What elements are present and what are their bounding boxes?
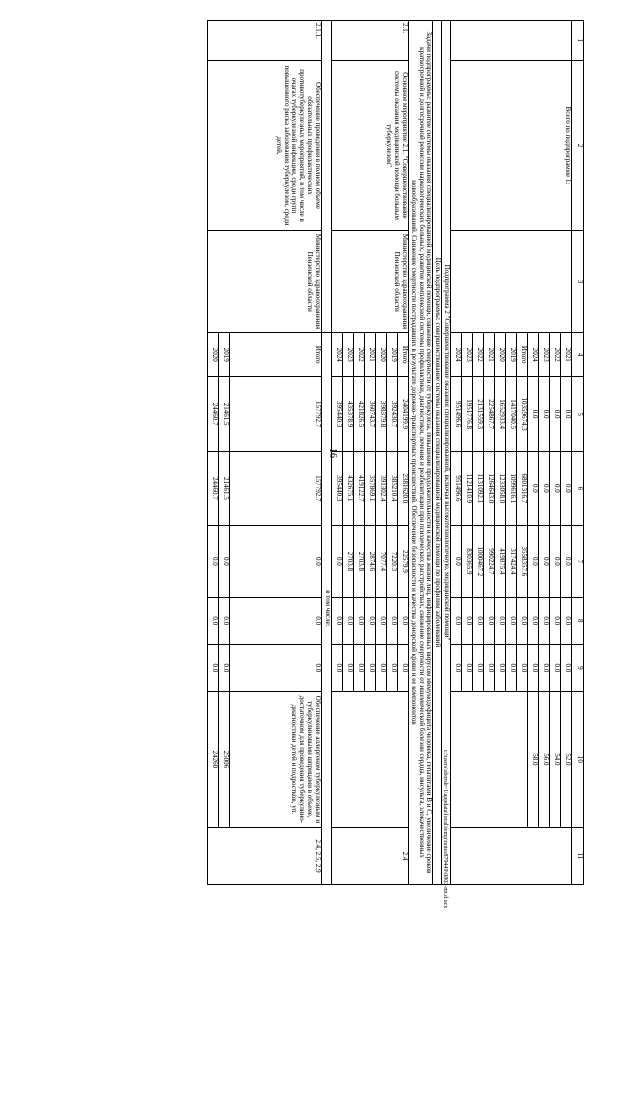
subprogram-tasks-row: [408, 21, 432, 885]
value-cell: 0.0: [397, 644, 408, 691]
value-cell: 0.0: [528, 377, 539, 451]
year-cell: Итого: [229, 332, 321, 377]
value-cell: 0.0: [473, 644, 484, 691]
row-number: [451, 21, 572, 61]
year-cell: 2019: [218, 332, 229, 377]
column-header: 11: [572, 828, 584, 885]
column-header: 1: [572, 21, 584, 61]
value-cell: 0.0: [539, 597, 550, 644]
year-cell: 2020: [495, 332, 506, 377]
value-cell: 0.0: [353, 597, 364, 644]
indicator-value: 52.0: [561, 691, 572, 827]
table-row: [561, 21, 572, 885]
column-header: 6: [572, 451, 584, 525]
value-cell: 0.0: [506, 644, 517, 691]
value-cell: 1131092.1: [473, 451, 484, 525]
indicator-ref: 2.4: [331, 828, 408, 885]
value-cell: 7077.4: [375, 526, 386, 598]
value-cell: 392430.7: [386, 377, 397, 451]
value-cell: 0.0: [218, 644, 229, 691]
empty-cell: [321, 21, 331, 333]
value-cell: 0.0: [495, 644, 506, 691]
year-cell: 2021: [561, 332, 572, 377]
value-cell: 7220.3: [386, 526, 397, 598]
value-cell: 0.0: [550, 644, 561, 691]
value-cell: 317424.4: [506, 526, 517, 598]
column-header: 9: [572, 644, 584, 691]
value-cell: 0.0: [484, 597, 495, 644]
value-cell: 0.0: [528, 597, 539, 644]
year-cell: 2019: [386, 332, 397, 377]
executor: Министерство здравоохранения Пензенской области: [331, 231, 408, 333]
indicator-ref: 2.4, 2.5, 2.9: [207, 828, 321, 885]
in-that-number-row: [321, 21, 331, 885]
indicator-ref: [451, 828, 572, 885]
total-label: Всего по подпрограмме 1:: [451, 60, 572, 231]
year-cell: 2019: [506, 332, 517, 377]
year-cell: 2024: [331, 332, 342, 377]
value-cell: 419122.7: [353, 451, 364, 525]
value-cell: 0.0: [539, 451, 550, 525]
value-cell: 0.0: [207, 597, 218, 644]
indicator-value: 58.0: [528, 691, 539, 827]
column-header: 4: [572, 332, 584, 377]
year-cell: 2023: [539, 332, 550, 377]
value-cell: 398379.8: [375, 377, 386, 451]
value-cell: 24460.7: [207, 451, 218, 525]
value-cell: 2404199.9: [397, 377, 408, 451]
value-cell: 0.0: [353, 644, 364, 691]
value-cell: 391302.4: [375, 451, 386, 525]
value-cell: 22579.9: [397, 526, 408, 598]
value-cell: 2254867.7: [484, 377, 495, 451]
indicator-value: 24260: [207, 691, 218, 827]
value-cell: 0.0: [462, 597, 473, 644]
row-number: 2.1.: [331, 21, 408, 61]
value-cell: 0.0: [207, 526, 218, 598]
value-cell: 0.0: [451, 526, 462, 598]
in-that-number: в том числе:: [321, 332, 331, 884]
value-cell: 0.0: [451, 597, 462, 644]
year-cell: 2023: [462, 332, 473, 377]
value-cell: 0.0: [375, 597, 386, 644]
value-cell: 0.0: [331, 644, 342, 691]
year-cell: Итого: [517, 332, 528, 377]
measure-name: Основное мероприятие 2.1. "Совершенствование системы оказания медицинской помощи больным туберкулезом": [331, 60, 408, 231]
value-cell: 0.0: [495, 597, 506, 644]
value-cell: 0.0: [331, 597, 342, 644]
table-row: [229, 21, 321, 885]
value-cell: 830365.9: [462, 526, 473, 598]
value-cell: 1652933.4: [495, 377, 506, 451]
value-cell: 0.0: [528, 644, 539, 691]
indicator-value: 54.0: [550, 691, 561, 827]
footer-file-path: c:\users\sborsh~1\appdata\local\temp\notes879449\0803-пп.d.ocx: [442, 750, 448, 909]
value-cell: 0.0: [364, 597, 375, 644]
value-cell: 0.0: [229, 526, 321, 598]
table-row: [397, 21, 408, 885]
value-cell: 0.0: [207, 644, 218, 691]
column-header: 5: [572, 377, 584, 451]
column-header: 10: [572, 691, 584, 827]
value-cell: 0.0: [561, 526, 572, 598]
value-cell: 395440.3: [331, 377, 342, 451]
year-cell: 2022: [550, 332, 561, 377]
executor: [451, 231, 572, 333]
value-cell: 0.0: [550, 597, 561, 644]
value-cell: 0.0: [539, 644, 550, 691]
column-header: 3: [572, 231, 584, 333]
value-cell: 6801316.7: [517, 451, 528, 525]
value-cell: 0.0: [229, 597, 321, 644]
value-cell: 0.0: [375, 644, 386, 691]
year-cell: 2020: [207, 332, 218, 377]
indicator-value: [331, 691, 408, 827]
value-cell: 0.0: [386, 644, 397, 691]
value-cell: 0.0: [539, 377, 550, 451]
value-cell: 0.0: [364, 644, 375, 691]
value-cell: 2874.6: [364, 526, 375, 598]
value-cell: 0.0: [462, 644, 473, 691]
value-cell: 0.0: [561, 597, 572, 644]
value-cell: 0.0: [517, 597, 528, 644]
indicator-description: Обеспечение аллергеном туберкулезным и туберкулиновыми шприцами в объеме, достаточном для проведения туберкулино-диагностики детей и подростков, уп.: [229, 691, 321, 827]
measure-name: Обеспечение проведения в полном объеме обязательных профилактических противотуберкулезных мероприятий, в том числе в очагах туберкулезной инфекции, среди групп повышенного риска заболевания туберкулезом, среди детей,: [207, 60, 321, 231]
year-cell: 2021: [364, 332, 375, 377]
column-header: 2: [572, 60, 584, 231]
value-cell: 0.0: [229, 644, 321, 691]
value-cell: 1264643.0: [484, 451, 495, 525]
value-cell: 0.0: [550, 451, 561, 525]
value-cell: 1417040.5: [506, 377, 517, 451]
row-number: 2.1.1.: [207, 21, 321, 61]
indicator-value: [451, 691, 528, 827]
value-cell: 10359674.3: [517, 377, 528, 451]
program-table: [207, 20, 584, 885]
value-cell: 1000467.2: [473, 526, 484, 598]
value-cell: 0.0: [473, 597, 484, 644]
value-cell: 0.0: [218, 597, 229, 644]
value-cell: 395440.3: [331, 451, 342, 525]
value-cell: 0.0: [539, 526, 550, 598]
value-cell: 157792.7: [229, 451, 321, 525]
value-cell: 0.0: [218, 526, 229, 598]
year-cell: 2020: [375, 332, 386, 377]
value-cell: 0.0: [561, 451, 572, 525]
value-cell: 1951776.8: [462, 377, 473, 451]
value-cell: 385210.4: [386, 451, 397, 525]
value-cell: 951496.6: [451, 451, 462, 525]
value-cell: 24460.7: [207, 377, 218, 451]
value-cell: 0.0: [550, 526, 561, 598]
value-cell: 432675.1: [342, 451, 353, 525]
value-cell: 1233058.0: [495, 451, 506, 525]
column-header: 7: [572, 526, 584, 598]
value-cell: 435378.9: [342, 377, 353, 451]
value-cell: 0.0: [561, 644, 572, 691]
value-cell: 0.0: [451, 644, 462, 691]
column-header: 8: [572, 597, 584, 644]
value-cell: 0.0: [528, 451, 539, 525]
indicator-value: 25006: [218, 691, 229, 827]
value-cell: 0.0: [550, 377, 561, 451]
indicator-value: 56.0: [539, 691, 550, 827]
executor: Министерство здравоохранения Пензенской области: [207, 231, 321, 333]
value-cell: 2381620.0: [397, 451, 408, 525]
value-cell: 1121410.9: [462, 451, 473, 525]
value-cell: 0.0: [342, 644, 353, 691]
value-cell: 0.0: [517, 644, 528, 691]
value-cell: 0.0: [561, 377, 572, 451]
value-cell: 421826.5: [353, 377, 364, 451]
page-number: 16: [327, 448, 338, 458]
year-cell: 2022: [353, 332, 364, 377]
value-cell: 0.0: [342, 597, 353, 644]
year-cell: 2024: [528, 332, 539, 377]
year-cell: Итого: [397, 332, 408, 377]
value-cell: 157792.7: [229, 377, 321, 451]
value-cell: 0.0: [386, 597, 397, 644]
value-cell: 21461.5: [218, 451, 229, 525]
subprogram-title: Подпрограмма 2 "Совершенствование оказания специализированной, включая высокотехнологичную, медицинской помощи": [442, 21, 451, 885]
value-cell: 990224.7: [484, 526, 495, 598]
value-cell: 0.0: [331, 526, 342, 598]
value-cell: 2703.8: [353, 526, 364, 598]
value-cell: 0.0: [484, 644, 495, 691]
year-cell: 2021: [484, 332, 495, 377]
value-cell: 3558357.6: [517, 526, 528, 598]
value-cell: 357869.1: [364, 451, 375, 525]
subprogram-tasks: Задачи подпрограммы: развитие системы оказания специализированной медицинской помощи, снижение смертности от туберкулеза, повышение продолжительности и качества жизни лиц, инфицированных вирусом иммунодефицита человека, гепатитами B и C, увеличение сроков краткосрочной и долгосрочной ремиссии наркологических больных, развитие комплексной системы профилактики, диагностики, лечения и реабилитации при психических расстройствах, снижение смертности от ишемической болезни сердца, инсульта, злокачественных новообразований. Снижение смертности пострадавших в результате дорожно-транспортных происшествий. Обеспечение безопасности и качества донорской крови и ее компонентов: [408, 21, 432, 885]
value-cell: 2131559.3: [473, 377, 484, 451]
value-cell: 419875.4: [495, 526, 506, 598]
value-cell: 0.0: [506, 597, 517, 644]
header-row: [572, 21, 584, 885]
value-cell: 2703.8: [342, 526, 353, 598]
value-cell: 21461.5: [218, 377, 229, 451]
value-cell: 951496.6: [451, 377, 462, 451]
value-cell: 0.0: [528, 526, 539, 598]
year-cell: 2024: [451, 332, 462, 377]
rotated-table-wrapper: [30, 20, 584, 885]
year-cell: 2022: [473, 332, 484, 377]
subprogram-goal: Цель подпрограммы: совершенствование системы оказания специализированной медицинской помощи по профилям заболеваний: [433, 21, 442, 885]
year-cell: 2023: [342, 332, 353, 377]
value-cell: 0.0: [397, 597, 408, 644]
value-cell: 360743.7: [364, 377, 375, 451]
value-cell: 1099616.1: [506, 451, 517, 525]
